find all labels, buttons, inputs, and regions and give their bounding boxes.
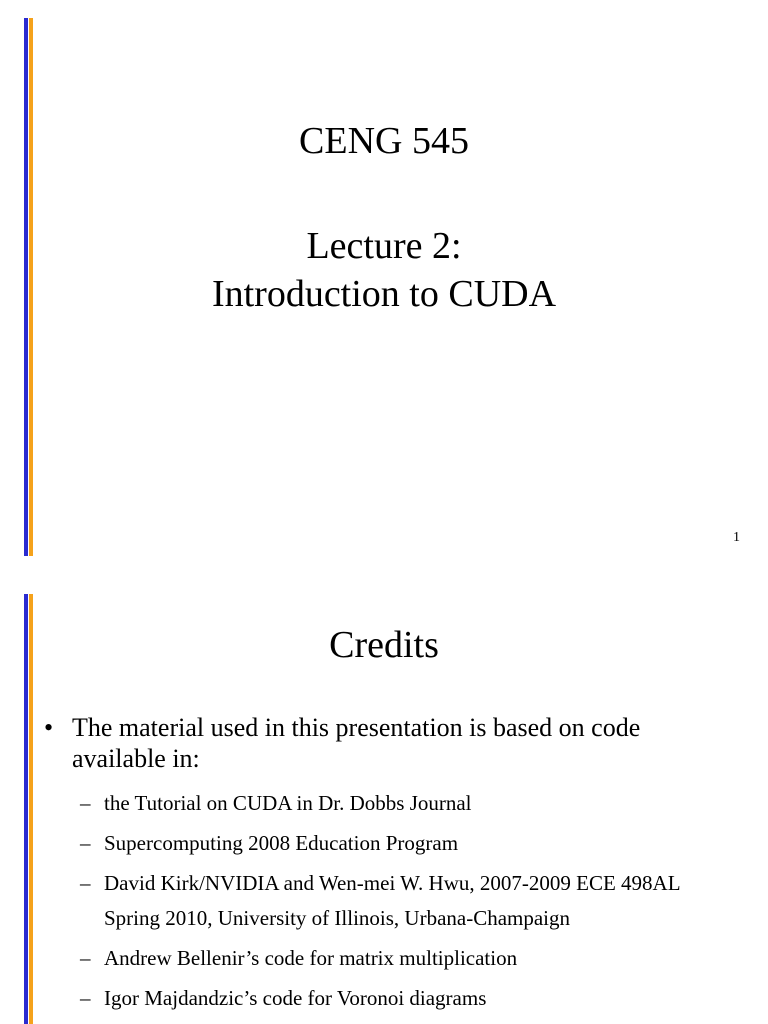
list-item-text: David Kirk/NVIDIA and Wen-mei W. Hwu, 2007-2009 ECE 498AL Spring 2010, University of Illinois, Urbana-Champaign	[104, 871, 680, 930]
dash-marker: –	[80, 986, 91, 1010]
dash-marker: –	[80, 831, 91, 855]
bullet-marker: •	[44, 713, 54, 742]
bullet-text: The material used in this presentation is based on code available in:	[72, 713, 641, 773]
dash-marker: –	[80, 946, 91, 970]
dash-marker: –	[80, 871, 91, 895]
list-item	[80, 981, 740, 1016]
left-accent-bar-orange	[29, 594, 33, 1024]
slide-title: Credits	[329, 624, 439, 666]
credits-list	[80, 786, 740, 1021]
list-item	[80, 866, 740, 936]
lecture-number: Lecture 2:	[306, 225, 462, 267]
course-title: CENG 545	[299, 120, 469, 162]
dash-marker: –	[80, 791, 91, 815]
left-accent-bar-blue	[24, 18, 28, 556]
list-item	[80, 941, 740, 976]
lecture-topic: Introduction to CUDA	[211, 273, 557, 315]
left-accent-bar-orange	[29, 18, 33, 556]
page-number: 1	[733, 530, 740, 545]
main-bullet	[44, 712, 724, 774]
lecture-title	[40, 222, 728, 318]
left-accent-bar-blue	[24, 594, 28, 1024]
list-item	[80, 826, 740, 861]
list-item-text: Supercomputing 2008 Education Program	[104, 831, 459, 855]
slide-2	[0, 576, 768, 1024]
list-item-text: Igor Majdandzic’s code for Voronoi diagrams	[104, 986, 487, 1010]
list-item-text: the Tutorial on CUDA in Dr. Dobbs Journal	[104, 791, 472, 815]
list-item	[80, 786, 740, 821]
list-item-text: Andrew Bellenir’s code for matrix multiplication	[104, 946, 518, 970]
